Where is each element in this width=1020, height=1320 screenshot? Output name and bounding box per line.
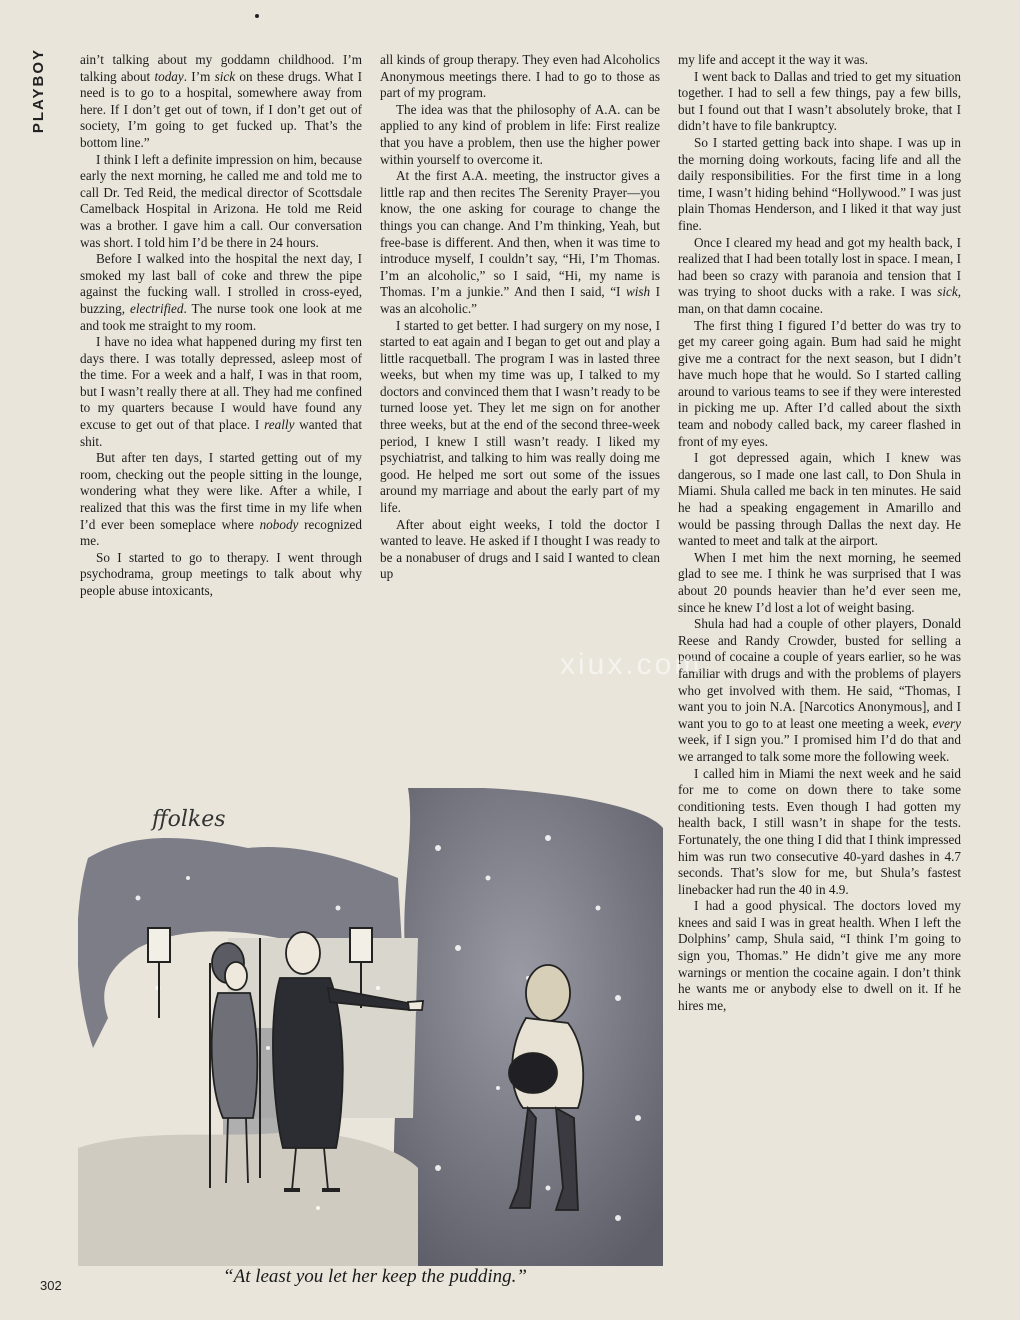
- cartoon-caption: “At least you let her keep the pudding.”: [223, 1266, 527, 1287]
- top-dot: [255, 14, 259, 18]
- paragraph: I had a good physical. The doctors loved my knees and said I was in great health. When I left the Dolphins’ camp, Shula said, “I think I’m going to sign you, Thomas.” He didn’t give me any more warnings or mention the cocaine again. I don’t think he wants me or anybody else to dwell on it. If he hires me,: [678, 898, 961, 1013]
- watermark: xiux.com: [560, 648, 703, 681]
- paragraph: I have no idea what happened during my first ten days there. I was totally depressed, asleep most of the time. For a week and a half, I was in that room, but I wasn’t really there at all. They had me confined to my quarters because I would have found any excuse to get out of that place. I really wanted that shit.: [80, 334, 362, 449]
- cartoon-illustration: [78, 788, 663, 1266]
- paragraph: After about eight weeks, I told the doctor I wanted to leave. He asked if I thought I was ready to be a nonabuser of drugs and I said I wanted to clean up: [380, 516, 660, 582]
- paragraph: At the first A.A. meeting, the instructor gives a little rap and then recites The Serenity Prayer—you know, the one asking for courage to change the things you can change. And I’m thinking, Yeah, but free-base is different. And then, when it was time to introduce myself, I couldn’t say, “Hi, I’m Thomas. I’m an alcoholic,” so I said, “Hi, my name is Thomas. I’m a junkie.” And then I said, “I wish I was an alcoholic.”: [380, 168, 660, 316]
- emphasis: sick: [937, 284, 958, 300]
- paragraph: all kinds of group therapy. They even had Alcoholics Anonymous meetings there. I had to go to those as part of my program.: [380, 52, 660, 101]
- emphasis: wish: [625, 284, 651, 300]
- text-column-1: [80, 52, 362, 600]
- emphasis: every: [932, 715, 961, 731]
- artist-signature: [150, 807, 226, 832]
- emphasis: electrified: [130, 300, 184, 316]
- emphasis: sick: [214, 68, 236, 84]
- page-number: 302: [40, 1278, 62, 1293]
- text-column-3: [678, 52, 961, 1014]
- emphasis: nobody: [259, 516, 299, 532]
- paragraph: I think I left a definite impression on him, because early the next morning, he called me and told me to call Dr. Ted Reid, the medical director of Scottsdale Camelback Hospital in Arizona. He told me Reid was a brother. I gave him a call. Our conversation was short. I told him I’d be there in 24 hours.: [80, 151, 362, 250]
- paragraph: my life and accept it the way it was.: [678, 52, 869, 67]
- emphasis: really: [264, 417, 295, 433]
- paragraph: Shula had had a couple of other players, Donald Reese and Randy Crowder, busted for selling a pound of cocaine a couple of years earlier, so he was familiar with drugs and with the problems of players who get involved with them. He said, “Thomas, I want you to join N.A. [Narcotics Anonymous], and I want you to go to at least one meeting a week, every week, if I sign you.” I promised him I’d do that and we arranged to talk some more the following week.: [678, 616, 961, 764]
- paragraph: So I started to go to therapy. I went through psychodrama, group meetings to talk about why people abuse intoxicants,: [80, 549, 362, 598]
- paragraph: I started to get better. I had surgery on my nose, I started to eat again and I began to get out and play a little racquetball. The program I was in lasted three weeks, but when my time was up, I talked to my doctors and convinced them that I wasn’t ready to be turned loose yet. They let me sign on for another three weeks, but at the end of the second three-week period, I knew I still wasn’t ready. I liked my psychiatrist, and talking to him was really doing me good. He helped me sort out some of the issues around my marriage and about the early part of my life.: [380, 317, 660, 516]
- emphasis: today: [154, 68, 184, 84]
- paragraph: ain’t talking about my goddamn childhood. I’m talking about today. I’m sick on these drugs. What I need is to go to a hospital, somewhere away from here. If I don’t get out of town, if I don’t get out of society, I’m going to get fucked up. That’s the bottom line.”: [80, 52, 362, 150]
- text-column-2: [380, 52, 660, 583]
- paragraph: I called him in Miami the next week and he said for me to come on down there to take some conditioning tests. Even though I had gotten my health back, I still wasn’t in shape for the tests. Fortunately, the one thing I did that I think impressed him was run two consecutive 40-yard dashes in 4.7 seconds. That’s slow for me, but Shula’s fastest linebacker had run the 40 in 4.9.: [678, 765, 961, 897]
- paragraph: The idea was that the philosophy of A.A. can be applied to any kind of problem in life: First realize that you have a problem, then use the higher power within yourself to overcome it.: [380, 101, 660, 167]
- paragraph: When I met him the next morning, he seemed glad to see me. I think he was surprised that I was about 20 pounds heavier than he’d ever seen me, since he knew I’d lost a lot of weight basing.: [678, 549, 961, 615]
- paragraph: The first thing I figured I’d better do was try to get my career going again. Bum had said he might give me a contract for the next season, but I didn’t have much hope that he would. So I started calling around to various teams to see if they were interested in picking me up. After I’d called about the sixth team and nobody called back, my career flashed in front of my eyes.: [678, 317, 961, 449]
- paragraph: I got depressed again, which I knew was dangerous, so I made one last call, to Don Shula in Miami. Shula called me back in ten minutes. He said he had a speaking engagement in Amarillo and would be passing through Dallas the next day. He wanted to meet and talk at the airport.: [678, 450, 961, 549]
- masthead: PLAYBOY: [30, 48, 47, 134]
- svg-text:ffolkes: ffolkes: [152, 807, 226, 832]
- paragraph: Before I walked into the hospital the next day, I smoked my last ball of coke and threw the pipe against the fucking wall. I strolled in cross-eyed, buzzing, electrified. The nurse took one look at me and took me straight to my room.: [80, 251, 363, 333]
- paragraph: Once I cleared my head and got my health back, I realized that I had been totally lost in space. I mean, I had been so crazy with paranoia and tension that I was trying to shoot ducks with a rake. I was sick, man, on that damn cocaine.: [678, 234, 961, 316]
- paragraph: I went back to Dallas and tried to get my situation together. I had to sell a few things, pay a few bills, but I found out that I wasn’t absolutely broke, that I didn’t have to file bankruptcy.: [678, 68, 961, 134]
- paragraph: So I started getting back into shape. I was up in the morning doing workouts, facing life and all the daily responsibilities. For the first time in a long time, I wasn’t hiding behind “Hollywood.” I was just plain Thomas Henderson, and I liked it that way just fine.: [678, 134, 961, 233]
- paragraph: But after ten days, I started getting out of my room, checking out the people sitting in the lounge, wondering what they were like. After a while, I realized that this was the first time in my life when I’d ever been someplace where nobody recognized me.: [80, 450, 362, 549]
